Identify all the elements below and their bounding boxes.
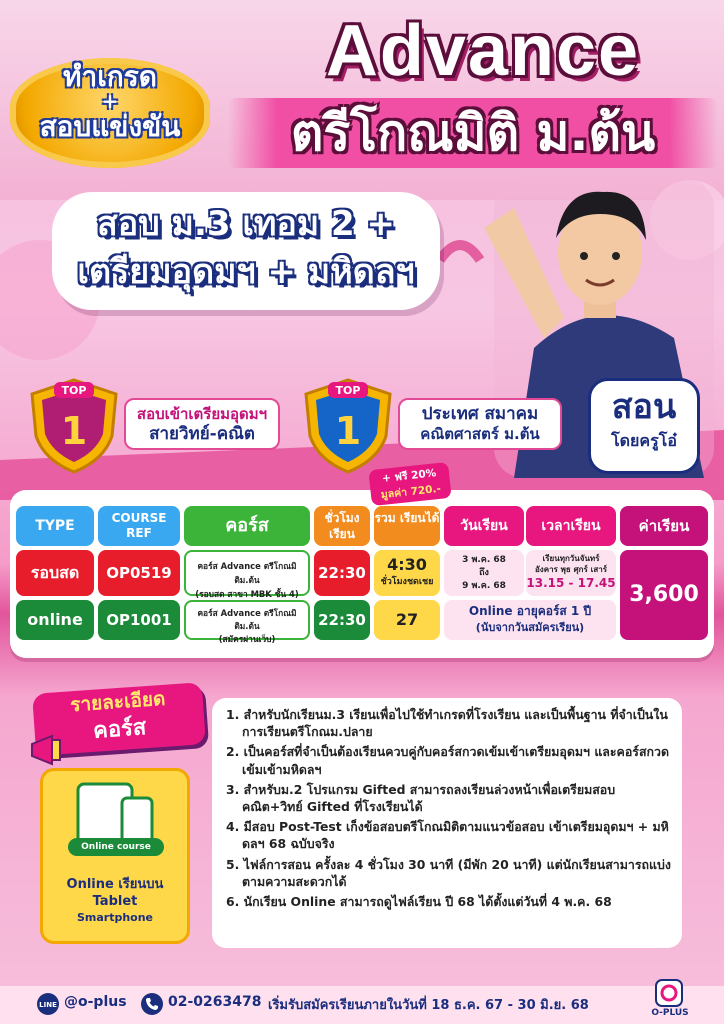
row-1-time-line-2: อังคาร พุธ ศุกร์ เสาร์ bbox=[535, 565, 607, 574]
course-price: 3,600 bbox=[620, 550, 708, 640]
award-1-tag: TOP bbox=[61, 384, 87, 397]
award-2-rank: 1 bbox=[334, 409, 362, 453]
brand-name: O-PLUS bbox=[651, 1008, 689, 1018]
exam-text bbox=[52, 200, 440, 296]
details-tag-line-2: คอร์ส bbox=[92, 715, 148, 744]
row-2-ref: OP1001 bbox=[98, 600, 180, 640]
row-1-course-line-1: คอร์ส Advance ตรีโกณมิติม.ต้น bbox=[197, 561, 297, 585]
teacher-badge-line-2: โดยครูโอ๋ bbox=[611, 431, 677, 450]
row-2-online-line-2: (นับจากวันสมัครเรียน) bbox=[475, 621, 585, 634]
award-shield-icon bbox=[302, 378, 394, 474]
exam-line-2: เตรียมอุดมฯ + มหิดลฯ bbox=[77, 252, 415, 292]
online-caption bbox=[40, 876, 190, 925]
exam-line-1: สอบ ม.3 เทอม 2 + bbox=[96, 204, 396, 244]
details-list bbox=[226, 706, 676, 913]
page-title: Advance bbox=[325, 11, 641, 91]
row-1-course bbox=[184, 550, 310, 599]
row-1-total bbox=[374, 550, 440, 596]
award-2-line-2: คณิตศาสตร์ ม.ต้น bbox=[420, 425, 540, 443]
megaphone-icon bbox=[26, 726, 74, 774]
award-1-line-1: สอบเข้าเตรียมอุดมฯ bbox=[136, 405, 268, 423]
row-1-day-line-2: ถึง bbox=[479, 568, 489, 578]
row-1-day bbox=[444, 550, 524, 596]
award-shield-icon bbox=[28, 378, 120, 474]
row-2-type: online bbox=[16, 600, 94, 640]
bonus-line-2: มูลค่า 720.- bbox=[380, 482, 442, 502]
row-1-ref: OP0519 bbox=[98, 550, 180, 596]
award-1-rank: 1 bbox=[60, 409, 88, 453]
award-1-label bbox=[124, 398, 280, 450]
award-2-label bbox=[398, 398, 562, 450]
row-1-day-line-1: 3 พ.ค. 68 bbox=[462, 555, 506, 565]
online-caption-line-3: Smartphone bbox=[76, 911, 154, 924]
row-2-hours: 22:30 bbox=[314, 600, 370, 640]
details-item: 5. ไฟล์การสอน ครั้งละ 4 ชั่วโมง 30 นาที (มีพัก 20 นาที) แต่นักเรียนสามารถแบ่งตามความสะดวกได้ bbox=[226, 856, 671, 889]
online-caption-line-2: Tablet bbox=[92, 894, 138, 909]
footer-line-id[interactable]: @o-plus bbox=[64, 994, 127, 1010]
details-item: 2. เป็นคอร์สที่จำเป็นต้องเรียนควบคู่กับคอร์สกวดเข้มเข้าเตรียมอุดมฯ และคอร์สกวดเข้มเข้ามหิดลฯ bbox=[226, 744, 670, 777]
header-price: ค่าเรียน bbox=[620, 506, 708, 546]
row-1-time bbox=[526, 550, 616, 596]
row-2-course bbox=[184, 600, 310, 644]
header-time: เวลาเรียน bbox=[526, 506, 616, 546]
header-course: คอร์ส bbox=[184, 506, 310, 546]
row-2-online-line-1: Online อายุคอร์ส 1 ปี bbox=[468, 604, 592, 618]
row-2-course-line-1: คอร์ส Advance ตรีโกณมิติม.ต้น bbox=[197, 608, 297, 631]
row-1-type: รอบสด bbox=[16, 550, 94, 596]
row-1-hours: 22:30 bbox=[314, 550, 370, 596]
award-2-line-1: ประเทศ สมาคม bbox=[421, 404, 539, 424]
details-tag-line-1: รายละเอียด bbox=[69, 687, 167, 717]
line-icon-label: LINE bbox=[39, 1001, 57, 1009]
teacher-badge bbox=[588, 378, 700, 474]
award-1-line-2: สายวิทย์-คณิต bbox=[149, 424, 255, 444]
online-caption-line-1: Online เรียนบน bbox=[66, 877, 164, 892]
header-type: TYPE bbox=[16, 506, 94, 546]
online-course-label: Online course bbox=[68, 838, 164, 856]
badge-line-3: สอบแข่งขัน bbox=[39, 110, 181, 144]
footer-enroll-text: เริ่มรับสมัครเรียนภายในวันที่ 18 ธ.ค. 67 - 30 มิ.ย. 68 bbox=[268, 998, 589, 1013]
row-1-time-line-1: เรียนทุกวันจันทร์ bbox=[542, 554, 600, 563]
details-item: 6. นักเรียน Online สามารถดูไฟล์เรียน ปี 68 ได้ตั้งแต่วันที่ 4 พ.ค. 68 bbox=[226, 894, 612, 910]
oplus-logo-icon bbox=[652, 978, 686, 1008]
phone-icon[interactable] bbox=[140, 992, 164, 1016]
details-item: 4. มีสอบ Post-Test เก็งข้อสอบตรีโกณมิติตามแนวข้อสอบ เข้าเตรียมอุดมฯ + มหิดลฯ 68 ฉบับจริง bbox=[226, 819, 669, 852]
row-1-day-line-3: 9 พ.ค. 68 bbox=[462, 581, 506, 591]
row-2-online bbox=[444, 600, 616, 640]
badge-line-2: + bbox=[101, 89, 119, 114]
details-item: 3. สำหรับม.2 โปรแกรม Gifted สามารถลงเรียนล่วงหน้าเพื่อเตรียมสอบ คณิต+วิทย์ Gifted ที่โรงเรียนได้ bbox=[226, 781, 616, 815]
header-day: วันเรียน bbox=[444, 506, 524, 546]
row-1-course-line-2: (รอบสด สาขา MBK ชั้น 4) bbox=[195, 589, 299, 599]
header-total-hours: รวม เรียนได้ bbox=[374, 506, 440, 546]
grade-badge-text bbox=[18, 62, 202, 142]
footer-phone[interactable]: 02-0263478 bbox=[168, 994, 262, 1010]
row-1-total-note: ชั่วโมงชดเชย bbox=[380, 577, 434, 587]
row-2-course-line-2: (สมัครผ่านเว็บ) bbox=[218, 634, 276, 644]
header-hours: ชั่วโมง เรียน bbox=[314, 506, 370, 546]
row-2-total: 27 bbox=[374, 600, 440, 640]
details-item: 1. สำหรับนักเรียนม.3 เรียนเพื่อไปใช้ทำเกรดที่โรงเรียน และเป็นพื้นฐาน ที่จำเป็นในการเรียนตรีโกณม.ปลาย bbox=[226, 707, 668, 740]
page-subtitle: ตรีโกณมิติ ม.ต้น bbox=[228, 98, 718, 168]
row-1-time-line-3: 13.15 - 17.45 bbox=[526, 576, 616, 590]
header-course-ref: COURSE REF bbox=[98, 506, 180, 546]
award-2-tag: TOP bbox=[335, 384, 361, 397]
line-app-icon[interactable] bbox=[36, 992, 60, 1016]
row-1-total-value: 4:30 bbox=[387, 555, 427, 574]
badge-line-1: ทำเกรด bbox=[63, 60, 157, 93]
bonus-line-1: + ฟรี 20% bbox=[381, 467, 437, 485]
teacher-badge-line-1: สอน bbox=[611, 387, 677, 427]
